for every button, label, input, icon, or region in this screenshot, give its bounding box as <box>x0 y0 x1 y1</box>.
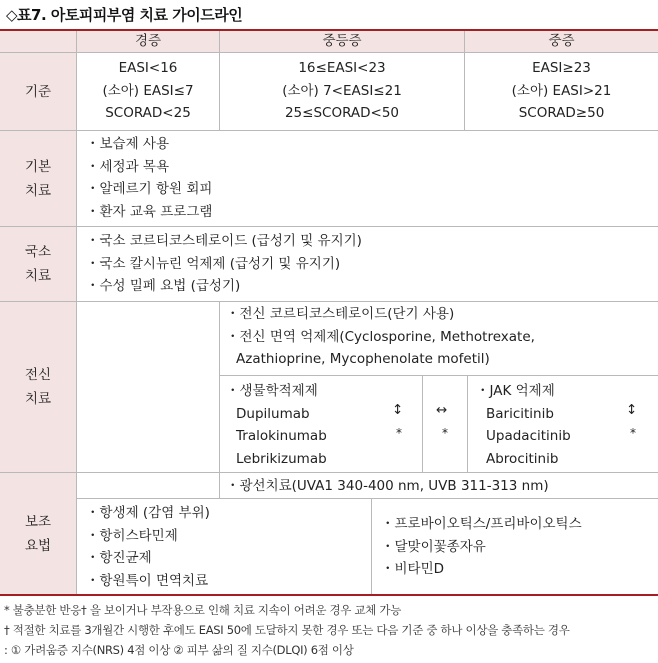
list-item: ・세정과 목욕 <box>86 158 169 175</box>
switch-arrow-icon: ↔ <box>436 402 448 418</box>
grid-line <box>0 52 658 53</box>
biologics-list: ・생물학적제제 Dupilumab Tralokinumab Lebrikizumab <box>226 383 327 467</box>
table-title: ◇표7. 아토피피부염 치료 가이드라인 <box>6 6 243 24</box>
list-item: ・국소 코르티코스테로이드 (급성기 및 유지기) <box>86 233 362 249</box>
row-label-systemic: 전신 치료 <box>0 302 76 472</box>
list-item: Azathioprine, Mycophenolate mofetil) <box>236 351 490 367</box>
grid-line <box>77 498 658 499</box>
grid-line <box>371 498 372 594</box>
header-corner <box>0 31 76 52</box>
list-item: ・보습제 사용 <box>86 136 169 152</box>
grid-line <box>219 301 220 498</box>
list-item: ・달맞이꽃종자유 <box>381 538 486 555</box>
grid-line <box>0 130 658 131</box>
jak-inhibitor-list: ・JAK 억제제 Baricitinib Upadacitinib Abrocitinib <box>476 383 571 467</box>
row-label-topical: 국소 치료 <box>0 227 76 301</box>
asterisk-mark: * <box>442 426 448 440</box>
systemic-therapy-list <box>226 303 535 371</box>
header-moderate: 중등증 <box>220 31 464 52</box>
criteria-moderate: 16≤EASI<23 (소아) 7<EASI≤21 25≤SCORAD<50 <box>282 60 402 121</box>
asterisk-mark: * <box>630 426 636 440</box>
row-label-criteria: 기준 <box>0 53 76 130</box>
row-label-basic: 기본 치료 <box>0 131 76 226</box>
topical-therapy-list <box>86 230 362 298</box>
asterisk-mark: * <box>396 426 402 440</box>
grid-line <box>76 31 77 594</box>
switch-arrow-icon: ↕ <box>392 402 404 418</box>
header-severe: 중증 <box>465 31 658 52</box>
list-item: ・비타민D <box>381 561 445 577</box>
footnote: † 적절한 치료를 3개월간 시행한 후에도 EASI 50에 도달하지 못한 경우 또는 다음 기준 중 하나 이상을 충족하는 경우 <box>4 623 570 637</box>
grid-line <box>464 31 465 130</box>
grid-line <box>219 375 658 376</box>
list-item: ・환자 교육 프로그램 <box>86 203 213 220</box>
list-item: ・항히스타민제 <box>86 527 178 544</box>
phototherapy-item: ・광선치료(UVA1 340-400 nm, UVB 311-313 nm) <box>226 478 549 494</box>
grid-line <box>467 375 468 472</box>
adjunct-left-list <box>86 502 210 592</box>
criteria-mild: EASI<16 (소아) EASI≤7 SCORAD<25 <box>102 60 194 121</box>
grid-line <box>219 31 220 130</box>
footnote: * 불충분한 반응† 을 보이거나 부작용으로 인해 치료 지속이 어려운 경우 교체 가능 <box>4 603 402 617</box>
list-item: ・항생제 (감염 부위) <box>86 505 210 521</box>
list-item: ・수성 밀페 요법 (급성기) <box>86 278 241 294</box>
grid-line <box>0 301 658 302</box>
header-mild: 경증 <box>77 31 219 52</box>
adjunct-right-list <box>381 513 582 581</box>
list-item: ・항진균제 <box>86 550 152 566</box>
list-item: ・전신 면역 억제제(Cyclosporine, Methotrexate, <box>226 328 535 345</box>
list-item: ・프로바이오틱스/프리바이오틱스 <box>381 516 582 532</box>
list-item: ・알레르기 항원 회피 <box>86 181 213 197</box>
criteria-severe: EASI≥23 (소아) EASI>21 SCORAD≥50 <box>511 60 612 121</box>
grid-line <box>0 226 658 227</box>
row-label-adjunct: 보조 요법 <box>0 473 76 594</box>
list-item: ・국소 칼시뉴린 억제제 (급성기 및 유지기) <box>86 255 341 272</box>
basic-therapy-list <box>86 133 212 223</box>
grid-line <box>422 375 423 472</box>
switch-arrow-icon: ↕ <box>626 402 638 418</box>
bottom-rule <box>0 594 658 596</box>
list-item: ・항원특이 면역치료 <box>86 572 209 589</box>
grid-line <box>0 472 658 473</box>
list-item: ・전신 코르티코스테로이드(단기 사용) <box>226 306 455 322</box>
footnotes <box>4 600 570 660</box>
footnote: : ① 가려움증 지수(NRS) 4점 이상 ② 피부 삶의 질 지수(DLQI) 6점 이상 <box>4 643 354 657</box>
